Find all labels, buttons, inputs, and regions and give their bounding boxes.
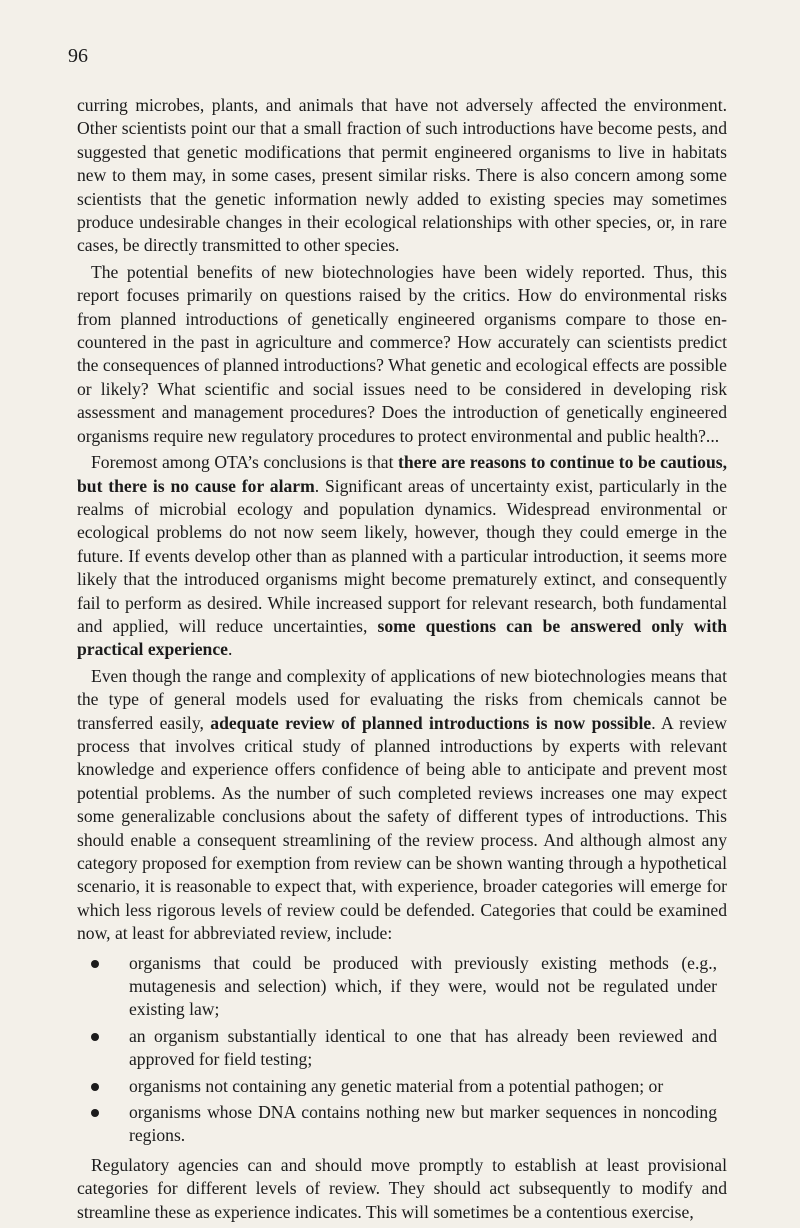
bullet-icon bbox=[91, 960, 99, 968]
category-list bbox=[77, 952, 727, 1148]
bullet-icon bbox=[91, 1033, 99, 1041]
list-item-text: an organism substantially identical to one that has already been reviewed and approved for field testing; bbox=[129, 1025, 717, 1070]
bold-conclusion: there are reasons to continue to be cautious, but there is no cause for alarm bbox=[77, 452, 727, 496]
bullet-icon bbox=[91, 1083, 99, 1091]
paragraph-text: . bbox=[227, 639, 233, 660]
list-item-text: organisms that could be produced with previously existing methods (e.g., mutagenesis and selection) which, if they were, would not be regulated under existing law; bbox=[129, 952, 717, 1020]
list-item-text: organisms not containing any genetic material from a potential pathogen; or bbox=[129, 1075, 664, 1096]
body-text bbox=[77, 94, 727, 1227]
paragraph-continued: curring microbes, plants, and animals that have not adversely affected the environment. Other scientists point our that a small fraction of such introductions have become pests, and suggested that genetic modifications that permit engineered organisms to live in habitats new to them may, in some cases, present similar risks. There is also concern among some scientists that the genetic information newly added to existing species may sometimes produce undesirable changes in their ecological relationships with other species, or, in rare cases, be directly transmitted to other species. bbox=[77, 95, 727, 256]
list-item bbox=[77, 1025, 727, 1072]
list-item bbox=[77, 1101, 727, 1148]
paragraph-text: Foremost among OTA’s conclusions is that bbox=[91, 452, 398, 473]
list-item bbox=[77, 952, 727, 1022]
paragraph-regulatory: Regulatory agencies can and should move promptly to establish at least provisional categories for different levels of review. They should act subsequently to modify and streamline these as experience indicates. This will sometimes be a contentious exercise, bbox=[77, 1154, 727, 1222]
list-item bbox=[77, 1075, 727, 1098]
paragraph-conclusions bbox=[77, 451, 727, 662]
paragraph-review bbox=[77, 665, 727, 946]
paragraph-benefits: The potential benefits of new biotechnologies have been widely reported. Thus, this report focuses primarily on questions raised by the critics. How do environmental risks from planned introductions of genetically engineered organisms compare to those encountered in the past in agriculture and commerce? How accurately can scientists predict the consequences of planned introductions? What genetic and ecological effects are possible or likely? What scientific and social issues need to be considered in developing risk assessment and management procedures? Does the introduction of genetically engineered organisms require new regulatory procedures to protect environmental and public health?... bbox=[77, 261, 727, 446]
bullet-icon bbox=[91, 1109, 99, 1117]
bold-practical-experience: some questions can be answered only with practical experience bbox=[77, 615, 727, 660]
bold-review-possible: adequate review of planned introductions is now possible bbox=[210, 712, 652, 733]
paragraph-text: Even though the range and complexity of applications of new biotechnologies means that the type of general models used for evaluating the risks from chemicals cannot be transferred easily, bbox=[77, 665, 727, 733]
paragraph-text: . A review process that involves critical study of planned introductions by experts with relevant knowledge and experience offers confidence of being able to anticipate and prevent most potential problems. As the number of such completed reviews increases one may expect some generalizable conclusions about the safety of different types of introductions. This should enable a consequent streamlining of the review process. And although almost any category proposed for exemption from review can be shown wanting through a hypothetical scenario, it is reasonable to expect that, with experience, broader categories will emerge for which less rigorous levels of review could be defended. Categories that could be examined now, at least for abbreviated review, include: bbox=[77, 712, 728, 944]
paragraph-text: . Significant areas of uncertainty exist, particularly in the realms of microbial ecology and population dynamics. Widespread environmental or ecological problems do not now seem likely, however, though they could emerge in the future. If events develop other than as planned with a particular introduction, it seems more likely that the introduced organisms might become prematurely extinct, and consequently fail to perform as desired. While increased support for relevant research, both fundamental and applied, will reduce uncertainties, bbox=[77, 475, 727, 636]
page-number: 96 bbox=[68, 45, 88, 67]
list-item-text: organisms whose DNA contains nothing new but marker sequences in noncoding regions. bbox=[129, 1102, 717, 1146]
